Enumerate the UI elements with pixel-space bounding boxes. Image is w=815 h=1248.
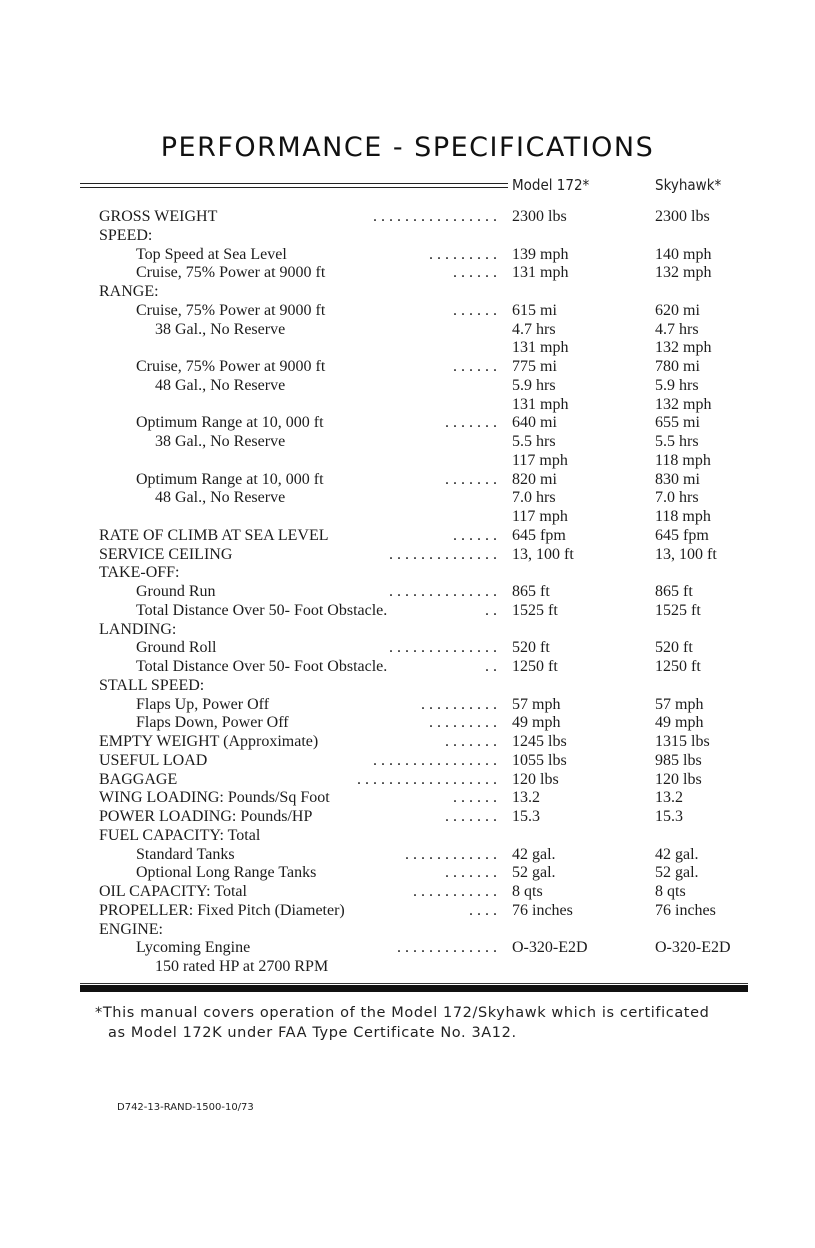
spec-label: GROSS WEIGHT bbox=[99, 208, 218, 225]
spec-row bbox=[0, 845, 815, 864]
footnote-line-2: as Model 172K under FAA Type Certificate No. 3A12. bbox=[108, 1025, 517, 1041]
model-172-value: 76 inches bbox=[512, 902, 573, 919]
column-header-skyhawk: Skyhawk* bbox=[655, 176, 722, 194]
spec-label: Cruise, 75% Power at 9000 ft bbox=[136, 302, 326, 319]
skyhawk-value: 8 qts bbox=[655, 883, 686, 900]
leader-dots: . . . . . . . bbox=[445, 864, 497, 881]
leader-dots: . . . . . . . . . . . . . . . . . . bbox=[357, 771, 497, 788]
skyhawk-value: 13.2 bbox=[655, 789, 683, 806]
spec-label: 48 Gal., No Reserve bbox=[155, 377, 286, 394]
footer-rule-thin bbox=[80, 983, 748, 984]
spec-row bbox=[0, 807, 815, 826]
spec-row bbox=[0, 507, 815, 526]
spec-label: Top Speed at Sea Level bbox=[136, 246, 287, 263]
spec-row bbox=[0, 882, 815, 901]
model-172-value: 1250 ft bbox=[512, 658, 558, 675]
spec-label: BAGGAGE bbox=[99, 771, 178, 788]
skyhawk-value: 7.0 hrs bbox=[655, 489, 699, 506]
skyhawk-value: 132 mph bbox=[655, 339, 712, 356]
spec-label: Total Distance Over 50- Foot Obstacle. bbox=[136, 658, 388, 675]
spec-label: Cruise, 75% Power at 9000 ft bbox=[136, 358, 326, 375]
spec-row bbox=[0, 432, 815, 451]
model-172-value: 5.9 hrs bbox=[512, 377, 556, 394]
skyhawk-value: 132 mph bbox=[655, 396, 712, 413]
page-title: PERFORMANCE - SPECIFICATIONS bbox=[160, 132, 655, 163]
spec-row bbox=[0, 732, 815, 751]
skyhawk-value: 52 gal. bbox=[655, 864, 699, 881]
spec-label: Cruise, 75% Power at 9000 ft bbox=[136, 264, 326, 281]
spec-row bbox=[0, 863, 815, 882]
spec-label: EMPTY WEIGHT (Approximate) bbox=[99, 733, 319, 750]
spec-label: TAKE-OFF: bbox=[99, 564, 180, 581]
leader-dots: . . . . . . . . . . . . bbox=[405, 846, 497, 863]
skyhawk-value: 865 ft bbox=[655, 583, 693, 600]
spec-row bbox=[0, 713, 815, 732]
spec-label: 38 Gal., No Reserve bbox=[155, 433, 286, 450]
spec-row bbox=[0, 545, 815, 564]
skyhawk-value: 57 mph bbox=[655, 696, 704, 713]
spec-label: USEFUL LOAD bbox=[99, 752, 208, 769]
model-172-value: 1055 lbs bbox=[512, 752, 567, 769]
model-172-value: 13.2 bbox=[512, 789, 540, 806]
leader-dots: . . . . . . . . . . . . . . bbox=[389, 583, 497, 600]
model-172-value: 15.3 bbox=[512, 808, 540, 825]
spec-row bbox=[0, 601, 815, 620]
spec-row bbox=[0, 226, 815, 245]
spec-label: Ground Roll bbox=[136, 639, 217, 656]
spec-label: RATE OF CLIMB AT SEA LEVEL bbox=[99, 527, 329, 544]
spec-label: Ground Run bbox=[136, 583, 216, 600]
spec-label: OIL CAPACITY: Total bbox=[99, 883, 247, 900]
skyhawk-value: 132 mph bbox=[655, 264, 712, 281]
model-172-value: 5.5 hrs bbox=[512, 433, 556, 450]
skyhawk-value: 655 mi bbox=[655, 414, 700, 431]
model-172-value: 117 mph bbox=[512, 508, 568, 525]
spec-row bbox=[0, 320, 815, 339]
spec-row bbox=[0, 638, 815, 657]
model-172-value: 1525 ft bbox=[512, 602, 558, 619]
model-172-value: 120 lbs bbox=[512, 771, 559, 788]
spec-label: POWER LOADING: Pounds/HP bbox=[99, 808, 313, 825]
spec-label: Optimum Range at 10, 000 ft bbox=[136, 471, 324, 488]
spec-label: SERVICE CEILING bbox=[99, 546, 233, 563]
spec-row bbox=[0, 357, 815, 376]
spec-row bbox=[0, 901, 815, 920]
model-172-value: 775 mi bbox=[512, 358, 557, 375]
skyhawk-value: 76 inches bbox=[655, 902, 716, 919]
footer-rule-thick bbox=[80, 985, 748, 992]
leader-dots: . . . . bbox=[469, 902, 497, 919]
model-172-value: 8 qts bbox=[512, 883, 543, 900]
model-172-value: 13, 100 ft bbox=[512, 546, 574, 563]
spec-label: PROPELLER: Fixed Pitch (Diameter) bbox=[99, 902, 345, 919]
leader-dots: . . . . . . . . . . . . . . . . bbox=[373, 208, 497, 225]
spec-row bbox=[0, 657, 815, 676]
skyhawk-value: 1525 ft bbox=[655, 602, 701, 619]
model-172-value: 57 mph bbox=[512, 696, 561, 713]
spec-label: RANGE: bbox=[99, 283, 159, 300]
spec-row bbox=[0, 920, 815, 939]
leader-dots: . . . . . . . . . bbox=[429, 246, 497, 263]
skyhawk-value: 118 mph bbox=[655, 508, 711, 525]
leader-dots: . . . . . . . . . bbox=[429, 714, 497, 731]
leader-dots: . . . . . . . . . . . . . . bbox=[389, 639, 497, 656]
model-172-value: 139 mph bbox=[512, 246, 569, 263]
skyhawk-value: 1315 lbs bbox=[655, 733, 710, 750]
spec-label: 48 Gal., No Reserve bbox=[155, 489, 286, 506]
model-172-value: 131 mph bbox=[512, 264, 569, 281]
leader-dots: . . . . . . bbox=[453, 264, 497, 281]
spec-label: SPEED: bbox=[99, 227, 153, 244]
spec-row bbox=[0, 826, 815, 845]
skyhawk-value: 13, 100 ft bbox=[655, 546, 717, 563]
spec-row bbox=[0, 695, 815, 714]
skyhawk-value: 620 mi bbox=[655, 302, 700, 319]
model-172-value: 2300 lbs bbox=[512, 208, 567, 225]
model-172-value: 131 mph bbox=[512, 339, 569, 356]
spec-label: STALL SPEED: bbox=[99, 677, 205, 694]
skyhawk-value: 985 lbs bbox=[655, 752, 702, 769]
spec-row bbox=[0, 395, 815, 414]
leader-dots: . . . . . . . bbox=[445, 414, 497, 431]
model-172-value: 117 mph bbox=[512, 452, 568, 469]
model-172-value: 7.0 hrs bbox=[512, 489, 556, 506]
model-172-value: 640 mi bbox=[512, 414, 557, 431]
skyhawk-value: 830 mi bbox=[655, 471, 700, 488]
leader-dots: . . . . . . . . . . . . . . bbox=[389, 546, 497, 563]
spec-label: Standard Tanks bbox=[136, 846, 235, 863]
leader-dots: . . bbox=[485, 658, 497, 675]
spec-label: 150 rated HP at 2700 RPM bbox=[155, 958, 329, 975]
column-header-model: Model 172* bbox=[512, 176, 590, 194]
model-172-value: 52 gal. bbox=[512, 864, 556, 881]
spec-label: Lycoming Engine bbox=[136, 939, 251, 956]
spec-row bbox=[0, 751, 815, 770]
spec-label: LANDING: bbox=[99, 621, 177, 638]
skyhawk-value: 140 mph bbox=[655, 246, 712, 263]
leader-dots: . . . . . . . . . . bbox=[421, 696, 497, 713]
skyhawk-value: 5.5 hrs bbox=[655, 433, 699, 450]
spec-label: Flaps Up, Power Off bbox=[136, 696, 270, 713]
spec-row bbox=[0, 788, 815, 807]
leader-dots: . . . . . . . bbox=[445, 808, 497, 825]
leader-dots: . . . . . . . . . . . . . bbox=[397, 939, 497, 956]
skyhawk-value: 4.7 hrs bbox=[655, 321, 699, 338]
spec-row bbox=[0, 451, 815, 470]
model-172-value: 865 ft bbox=[512, 583, 550, 600]
model-172-value: 820 mi bbox=[512, 471, 557, 488]
skyhawk-value: 120 lbs bbox=[655, 771, 702, 788]
spec-row bbox=[0, 470, 815, 489]
spec-row bbox=[0, 301, 815, 320]
spec-label: Total Distance Over 50- Foot Obstacle. bbox=[136, 602, 388, 619]
model-172-value: 49 mph bbox=[512, 714, 561, 731]
model-172-value: 42 gal. bbox=[512, 846, 556, 863]
spec-row bbox=[0, 582, 815, 601]
footnote-line-1: *This manual covers operation of the Model 172/Skyhawk which is certificated bbox=[95, 1005, 710, 1021]
header-rule-top bbox=[80, 183, 508, 184]
header-rule-bottom bbox=[80, 187, 508, 188]
skyhawk-value: 42 gal. bbox=[655, 846, 699, 863]
spec-row bbox=[0, 526, 815, 545]
skyhawk-value: 5.9 hrs bbox=[655, 377, 699, 394]
spec-row bbox=[0, 488, 815, 507]
model-172-value: 520 ft bbox=[512, 639, 550, 656]
skyhawk-value: 520 ft bbox=[655, 639, 693, 656]
model-172-value: 645 fpm bbox=[512, 527, 566, 544]
spec-row bbox=[0, 338, 815, 357]
spec-row bbox=[0, 620, 815, 639]
skyhawk-value: 1250 ft bbox=[655, 658, 701, 675]
skyhawk-value: 645 fpm bbox=[655, 527, 709, 544]
spec-row bbox=[0, 207, 815, 226]
model-172-value: 131 mph bbox=[512, 396, 569, 413]
spec-row bbox=[0, 413, 815, 432]
leader-dots: . . . . . . bbox=[453, 789, 497, 806]
document-code: D742-13-RAND-1500-10/73 bbox=[117, 1102, 254, 1113]
leader-dots: . . . . . . bbox=[453, 302, 497, 319]
leader-dots: . . . . . . . bbox=[445, 733, 497, 750]
model-172-value: 615 mi bbox=[512, 302, 557, 319]
skyhawk-value: 118 mph bbox=[655, 452, 711, 469]
spec-row bbox=[0, 938, 815, 957]
skyhawk-value: O-320-E2D bbox=[655, 939, 731, 956]
skyhawk-value: 15.3 bbox=[655, 808, 683, 825]
spec-row bbox=[0, 376, 815, 395]
spec-row bbox=[0, 282, 815, 301]
spec-label: Optimum Range at 10, 000 ft bbox=[136, 414, 324, 431]
skyhawk-value: 780 mi bbox=[655, 358, 700, 375]
model-172-value: 1245 lbs bbox=[512, 733, 567, 750]
leader-dots: . . . . . . bbox=[453, 527, 497, 544]
model-172-value: 4.7 hrs bbox=[512, 321, 556, 338]
spec-row bbox=[0, 676, 815, 695]
leader-dots: . . bbox=[485, 602, 497, 619]
leader-dots: . . . . . . . bbox=[445, 471, 497, 488]
spec-label: ENGINE: bbox=[99, 921, 163, 938]
spec-row bbox=[0, 245, 815, 264]
leader-dots: . . . . . . . . . . . bbox=[413, 883, 497, 900]
spec-label: 38 Gal., No Reserve bbox=[155, 321, 286, 338]
spec-label: Optional Long Range Tanks bbox=[136, 864, 317, 881]
spec-label: FUEL CAPACITY: Total bbox=[99, 827, 261, 844]
spec-row bbox=[0, 957, 815, 976]
spec-row bbox=[0, 770, 815, 789]
leader-dots: . . . . . . bbox=[453, 358, 497, 375]
model-172-value: O-320-E2D bbox=[512, 939, 588, 956]
leader-dots: . . . . . . . . . . . . . . . . bbox=[373, 752, 497, 769]
footnote bbox=[95, 1003, 755, 1043]
spec-row bbox=[0, 263, 815, 282]
skyhawk-value: 2300 lbs bbox=[655, 208, 710, 225]
spec-label: Flaps Down, Power Off bbox=[136, 714, 289, 731]
skyhawk-value: 49 mph bbox=[655, 714, 704, 731]
spec-row bbox=[0, 563, 815, 582]
spec-label: WING LOADING: Pounds/Sq Foot bbox=[99, 789, 330, 806]
